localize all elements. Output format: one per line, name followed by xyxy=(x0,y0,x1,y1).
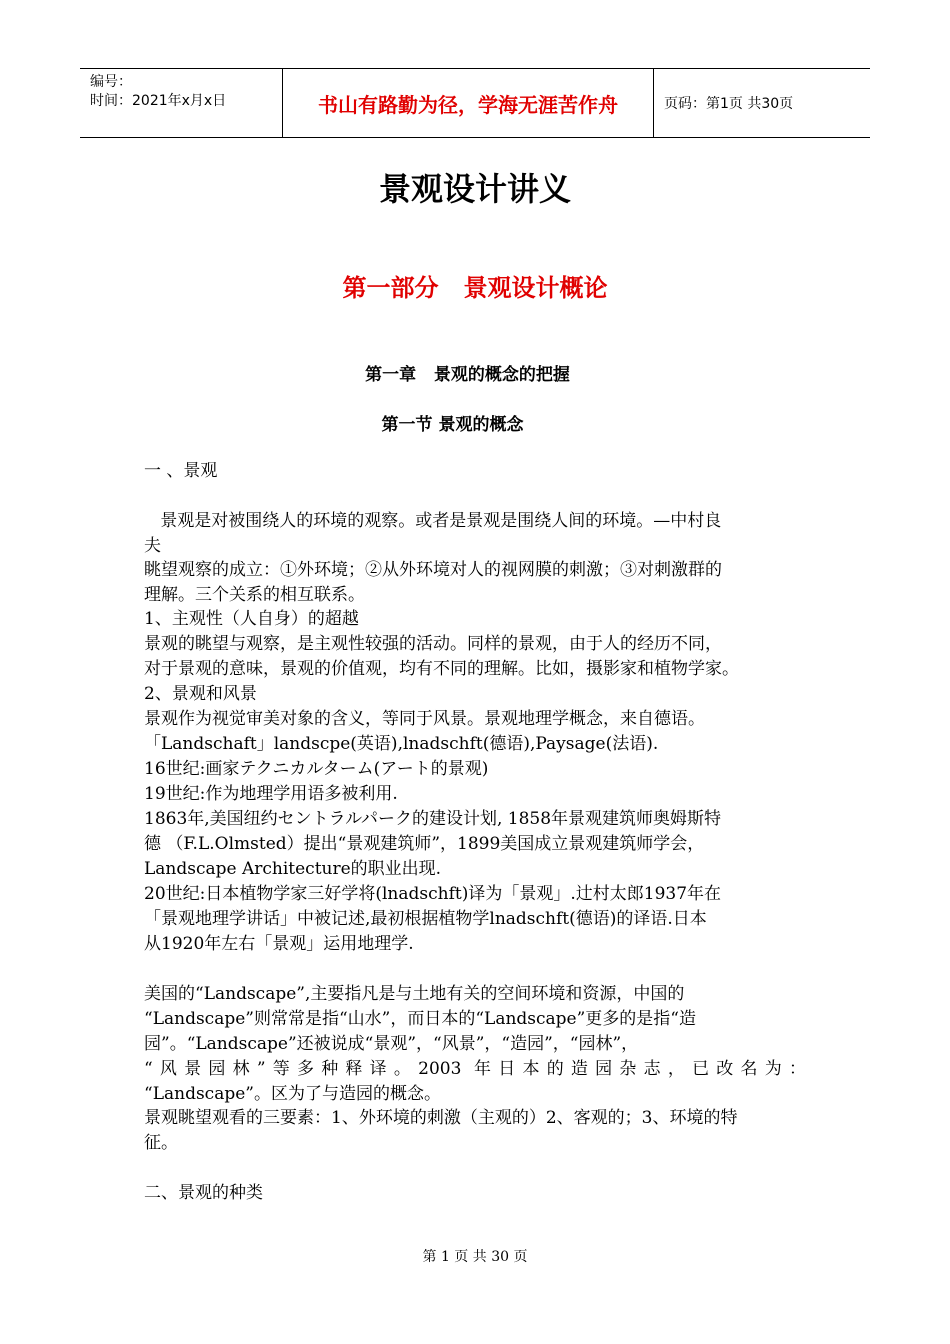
body-line: 景观的眺望与观察，是主观性较强的活动。同样的景观，由于人的经历不同， xyxy=(144,634,722,654)
document-title: 景观设计讲义 xyxy=(378,170,571,208)
body-line: 征。 xyxy=(144,1133,178,1153)
chapter-heading: 第一章 景观的概念的把握 xyxy=(365,365,570,385)
body-line: 从1920年左右「景观」运用地理学. xyxy=(144,934,414,954)
part-heading: 第一部分 景观设计概论 xyxy=(342,274,608,302)
body-line: “Landscape”则常常是指“山水”，而日本的“Landscape”更多的是指“造 xyxy=(144,1009,696,1029)
time-label: 时间：2021年x月x日 xyxy=(90,93,227,109)
body-line: Landscape Architecture的职业出现. xyxy=(144,859,442,879)
body-line: 2、景观和风景 xyxy=(144,684,257,704)
body-line: 景观是对被围绕人的环境的观察。或者是景观是围绕人间的环境。—中村良 xyxy=(144,511,722,531)
body-line: 德 （F.L.Olmsted）提出“景观建筑师”，1899美国成立景观建筑师学会， xyxy=(144,834,705,854)
body-line: 二、景观的种类 xyxy=(144,1183,263,1203)
body-line: 夫 xyxy=(144,536,161,556)
body-line: 美国的“Landscape”,主要指凡是与土地有关的空间环境和资源，中国的 xyxy=(144,984,685,1004)
body-line: 1863年,美国纽约セントラルパーク的建设计划, 1858年景观建筑师奥姆斯特 xyxy=(144,809,722,829)
body-line: 19世纪:作为地理学用语多被利用. xyxy=(144,784,398,804)
header-page-info: 页码：第1页 共30页 xyxy=(664,96,794,112)
header-motto: 书山有路勤为径，学海无涯苦作舟 xyxy=(282,69,654,137)
body-line: 16世纪:画家テクニカルターム(アート的景观) xyxy=(144,759,489,779)
body-line: 20世纪:日本植物学家三好学将(lnadschft)译为「景观」.辻村太郎1937年在 xyxy=(144,884,722,904)
body-line: 园”。“Landscape”还被说成“景观”，“风景”，“造园”，“园林”， xyxy=(144,1034,639,1054)
body-line: 景观眺望观看的三要素：1、外环境的刺激（主观的）2、客观的；3、环境的特 xyxy=(144,1108,738,1128)
body-line: 1、主观性（人自身）的超越 xyxy=(144,609,359,629)
body-line: 对于景观的意味，景观的价值观，均有不同的理解。比如，摄影家和植物学家。 xyxy=(144,659,739,679)
body-line: 景观作为视觉审美对象的含义，等同于风景。景观地理学概念，来自德语。 xyxy=(144,709,705,729)
section-heading: 第一节 景观的概念 xyxy=(381,415,524,435)
number-label: 编号： xyxy=(90,74,132,90)
body-line: 一 、景观 xyxy=(144,461,218,481)
body-line: 「Landschaft」landscpe(英语),lnadschft(德语),Paysage(法语). xyxy=(144,734,659,754)
document-header xyxy=(80,68,870,138)
body-line: “风景园林”等多种释译。2003 年日本的造园杂志，已改名为： xyxy=(144,1059,806,1079)
body-line: 眺望观察的成立：①外环境；②从外环境对人的视网膜的刺激；③对刺激群的 xyxy=(144,560,722,580)
header-meta xyxy=(80,69,282,137)
body-line: “Landscape”。区为了与造园的概念。 xyxy=(144,1084,441,1104)
body-line: 理解。三个关系的相互联系。 xyxy=(144,585,365,605)
page-footer: 第 1 页 共 30 页 xyxy=(422,1249,528,1265)
body-line: 「景观地理学讲话」中被记述,最初根据植物学lnadschft(德语)的译语.日本 xyxy=(144,909,707,929)
